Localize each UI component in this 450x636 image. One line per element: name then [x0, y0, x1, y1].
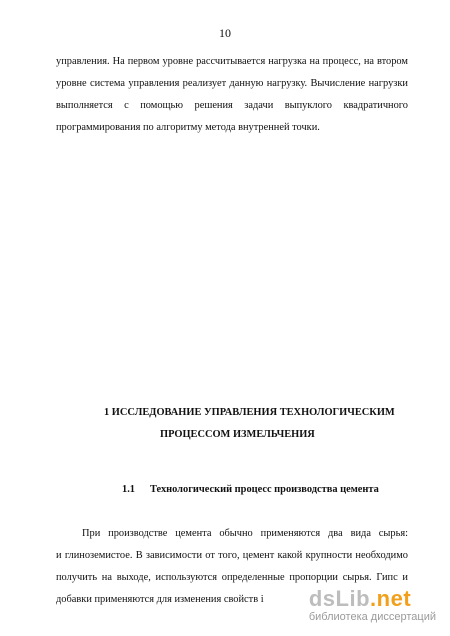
page-number: 10	[219, 26, 231, 40]
intro-paragraph	[56, 51, 408, 139]
text-line: и глиноземистое. В зависимости от того, цемент какой крупности необходимо	[56, 550, 408, 561]
watermark-subtitle: библиотека диссертаций	[308, 611, 436, 623]
watermark	[303, 585, 440, 626]
text-line: выполняется с помощью решения задачи выпуклого квадратичного	[56, 100, 408, 111]
section-heading	[122, 484, 379, 495]
watermark-logo	[309, 587, 436, 611]
text-line: При производстве цемента обычно применяются два вида сырья:	[82, 528, 408, 539]
watermark-logo-accent: .net	[370, 586, 412, 611]
text-line: получить на выходе, используются определенные пропорции сырья. Гипс и	[56, 572, 408, 583]
chapter-heading-line2: ПРОЦЕССОМ ИЗМЕЛЬЧЕНИЯ	[160, 429, 315, 440]
chapter-heading-line1: 1 ИССЛЕДОВАНИЕ УПРАВЛЕНИЯ ТЕХНОЛОГИЧЕСКИМ	[104, 407, 395, 418]
section-number: 1.1	[122, 484, 135, 495]
text-line: программирования по алгоритму метода внутренней точки.	[56, 122, 320, 133]
text-line: уровне система управления реализует данную нагрузку. Вычисление нагрузки	[56, 78, 408, 89]
watermark-logo-main: dsLib	[308, 586, 371, 611]
section-title: Технологический процесс производства цемента	[150, 484, 379, 495]
text-line: добавки применяются для изменения свойств і	[56, 594, 264, 605]
text-line: управления. На первом уровне рассчитывается нагрузка на процесс, на втором	[56, 56, 408, 67]
